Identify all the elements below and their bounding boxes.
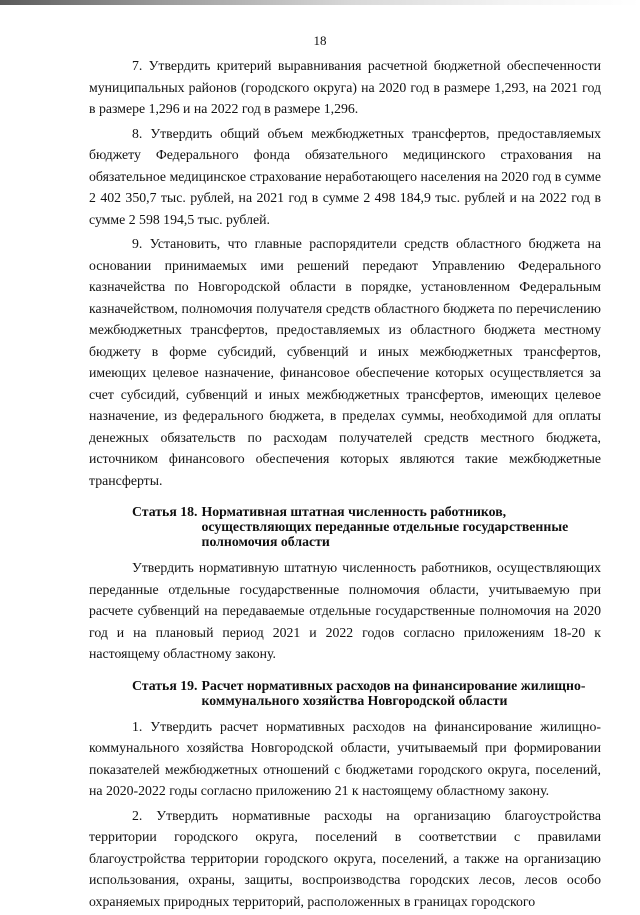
scan-edge: [0, 0, 640, 5]
article-19-paragraph-1: 1. Утвердить расчет нормативных расходов на финансирование жилищно-коммунального хозяйства Новгородской области, учитываемый при формировании показателей межбюджетных отношений с бюджетами городского округа, поселений, на 2020-2022 годы согласно приложению 21 к настоящему областному закону.: [89, 718, 601, 798]
article-19-paragraph-2: 2. Утвердить нормативные расходы на организацию благоустройства территории городского округа, поселений в соответствии с правилами благоустройства территории городского округа, поселений, а также на организацию использования, охраны, защиты, воспроизводства городских лесов, лесов особо охраняемых природных территорий, расположенных в границах городского: [89, 807, 601, 909]
article-19-heading: [132, 678, 601, 708]
document-body: [89, 55, 601, 915]
article-18-heading: [132, 504, 601, 549]
paragraph-7: 7. Утвердить критерий выравнивания расчетной бюджетной обеспеченности муниципальных районов (городского округа) на 2020 год в размере 1,293, на 2021 год в размере 1,296 и на 2022 год в размере 1,296.: [89, 58, 601, 116]
paragraph-9: 9. Установить, что главные распорядители средств областного бюджета на основании принимаемых ими решений передают Управлению Федерального казначейства по Новгородской области в порядке, установленном Федеральным казначейством, полномочия получателя средств областного бюджета по перечислению межбюджетных трансфертов, предоставляемых из областного бюджета местному бюджету в форме субсидий, субвенций и иных межбюджетных трансфертов, имеющих целевое назначение, финансовое обеспечение которых осуществляется за счет субсидий, субвенций и иных межбюджетных трансфертов, имеющих целевое назначение, из федерального бюджета, в пределах суммы, необходимой для оплаты денежных обязательств по расходам получателей средств местного бюджета, источником финансового обеспечения которых являются такие межбюджетные трансферты.: [89, 236, 601, 488]
article-18-paragraph: Утвердить нормативную штатную численность работников, осуществляющих переданные отдельные государственные полномочия области, учитываемую при расчете субвенций на передаваемые отдельные государственные полномочия на 2020 год и на плановый период 2021 и 2022 годов согласно приложениям 18-20 к настоящему областному закону.: [89, 560, 601, 661]
article-19-title: Расчет нормативных расходов на финансирование жилищно-коммунального хозяйства Новгородской области: [201, 677, 586, 708]
article-19-label: Статья 19.: [132, 677, 198, 693]
page-number: 18: [313, 33, 327, 48]
article-18-title: Нормативная штатная численность работников, осуществляющих переданные отдельные государственные полномочия области: [201, 504, 569, 549]
paragraph-8: 8. Утвердить общий объем межбюджетных трансфертов, предоставляемых бюджету Федерального фонда обязательного медицинского страхования на обязательное медицинское страхование неработающего населения на 2020 год в сумме 2 402 350,7 тыс. рублей, на 2021 год в сумме 2 498 184,9 тыс. рублей и на 2022 год в сумме 2 598 194,5 тыс. рублей.: [89, 125, 601, 227]
article-18-label: Статья 18.: [132, 504, 198, 519]
